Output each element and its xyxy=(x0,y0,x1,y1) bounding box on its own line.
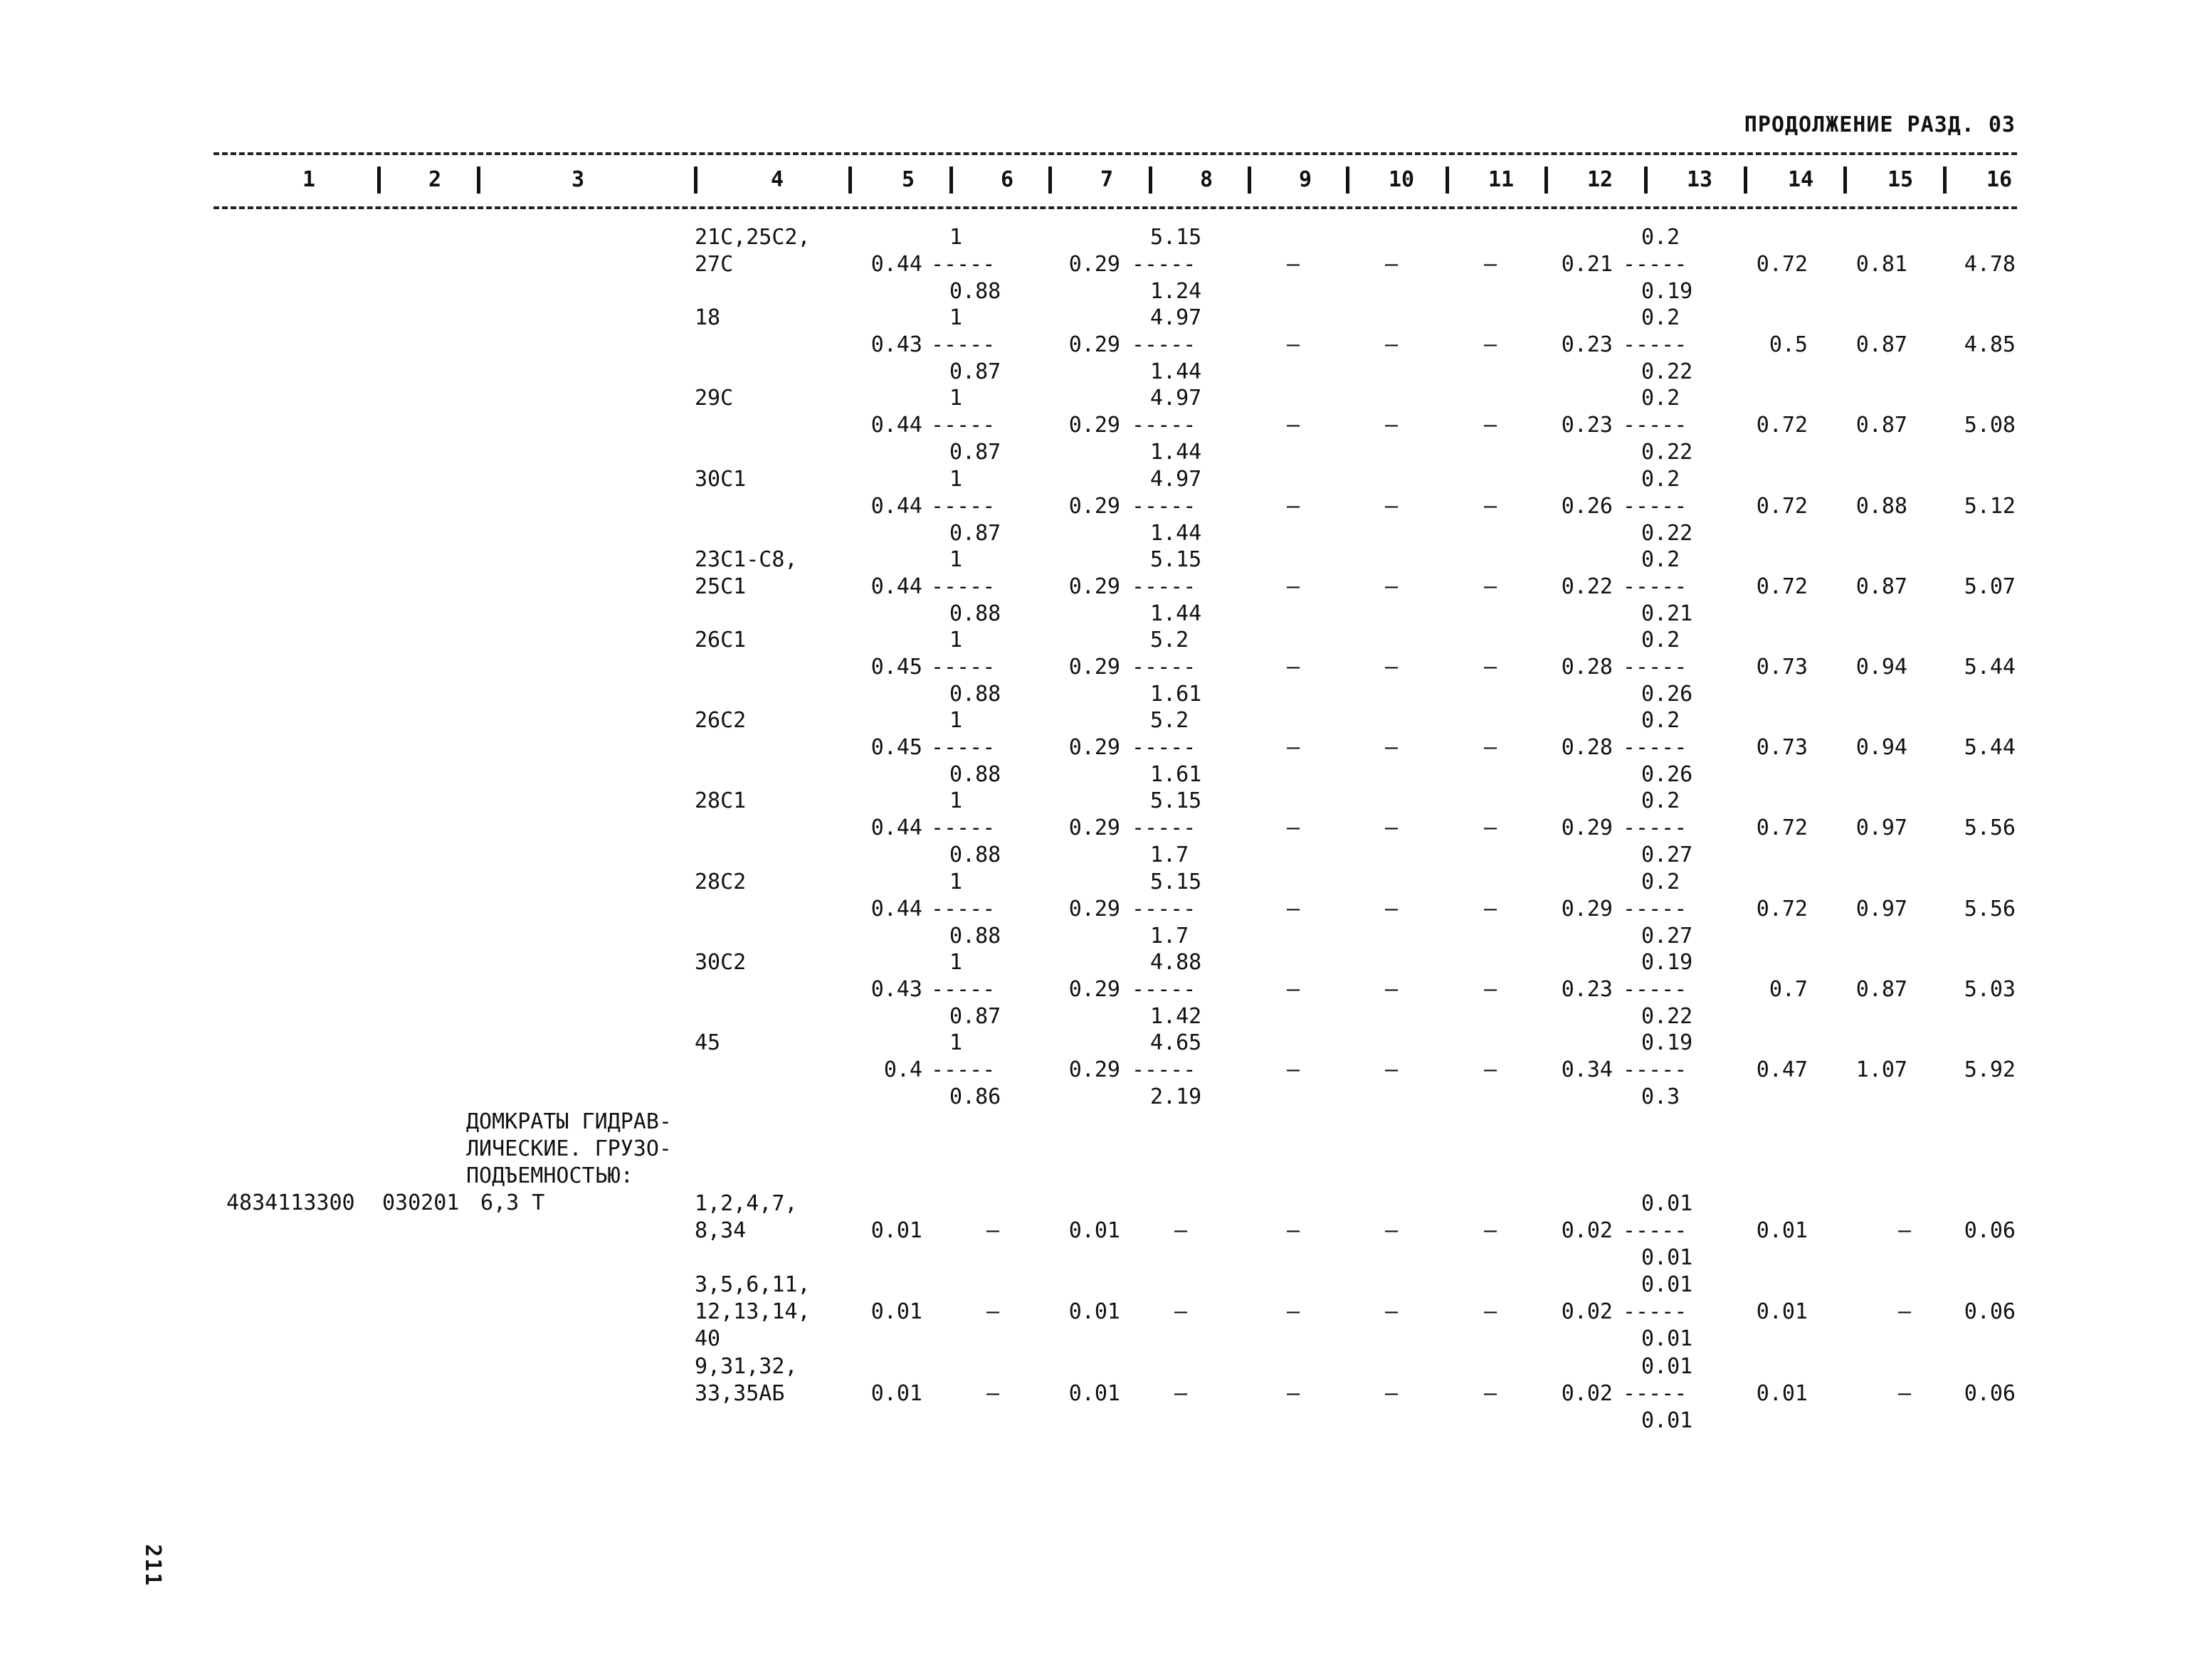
row-label: 28С1 xyxy=(695,788,747,814)
c13-denominator: 0.01 xyxy=(1641,1245,1693,1270)
row-label: 45 xyxy=(695,1030,721,1055)
c13-denominator: 0.22 xyxy=(1641,440,1693,465)
c6-numerator: 1 xyxy=(949,466,963,492)
c6-numerator: 1 xyxy=(949,949,963,975)
cell-c10: – xyxy=(1385,655,1399,680)
cell-col5: 0.44 xyxy=(870,493,922,519)
c6-fraction-bar: ----- xyxy=(931,1057,996,1082)
cell-col5: 0.4 xyxy=(883,1057,922,1082)
cell-col14: 0.72 xyxy=(1756,413,1808,438)
cell-c11: – xyxy=(1484,1057,1497,1082)
c13-fraction-bar: ----- xyxy=(1623,574,1688,599)
cell-col15: – xyxy=(1898,1299,1912,1324)
c8-fraction-bar: ----- xyxy=(1132,1057,1196,1082)
cell-c9: – xyxy=(1287,574,1300,599)
c6-fraction-bar: ----- xyxy=(931,574,996,599)
c6-fraction-bar: ----- xyxy=(931,493,996,519)
c8-denominator: 1.61 xyxy=(1150,762,1202,788)
item-subcode: 030201 xyxy=(382,1190,460,1215)
cell-c9: – xyxy=(1287,332,1300,358)
cell-col16: 5.03 xyxy=(1964,976,2016,1002)
cell-col12: 0.29 xyxy=(1561,815,1613,841)
c6-numerator: 1 xyxy=(949,225,963,250)
column-header-5: 5 xyxy=(902,167,915,192)
c13-fraction-bar: ----- xyxy=(1623,655,1688,680)
cell-col15: 0.87 xyxy=(1855,976,1907,1002)
c6-numerator: 1 xyxy=(949,628,963,653)
cell-c10: – xyxy=(1385,735,1399,761)
c8-numerator: 5.15 xyxy=(1150,869,1202,894)
c8-denominator: 1.24 xyxy=(1150,279,1202,304)
cell-col7: 0.29 xyxy=(1068,493,1120,519)
row-label: 12,13,14, xyxy=(695,1299,811,1324)
cell-col15: – xyxy=(1898,1218,1912,1243)
c13-fraction-bar: ----- xyxy=(1623,1299,1688,1324)
c6-numerator: 1 xyxy=(949,1030,963,1055)
c8-numerator: 5.2 xyxy=(1150,708,1189,734)
cell-c11: – xyxy=(1484,896,1497,921)
cell-col12: 0.02 xyxy=(1561,1381,1613,1406)
c13-denominator: 0.3 xyxy=(1641,1084,1680,1109)
column-header-11: 11 xyxy=(1488,167,1515,192)
cell-col12: 0.28 xyxy=(1561,655,1613,680)
c6-denominator: 0.88 xyxy=(949,601,1001,626)
c8-denominator: 1.7 xyxy=(1150,923,1189,949)
cell-c11: – xyxy=(1484,1218,1497,1243)
c6-denominator: 0.86 xyxy=(949,1084,1001,1109)
cell-col12: 0.02 xyxy=(1561,1299,1613,1324)
cell-col5: 0.01 xyxy=(870,1218,922,1243)
c6-numerator: 1 xyxy=(949,788,963,814)
column-header-1: 1 xyxy=(302,167,316,192)
c8-fraction-bar: ----- xyxy=(1132,896,1196,921)
row-label: 23С1-С8, xyxy=(695,546,798,572)
row-label: 1,2,4,7, xyxy=(695,1191,798,1216)
c13-numerator: 0.2 xyxy=(1641,466,1680,492)
c6-denominator: 0.87 xyxy=(949,440,1001,465)
c8-fraction-bar: ----- xyxy=(1132,976,1196,1002)
cell-col16: 5.56 xyxy=(1964,815,2016,841)
c8-fraction-bar: ----- xyxy=(1132,815,1196,841)
c13-fraction-bar: ----- xyxy=(1623,1057,1688,1082)
cell-c11: – xyxy=(1484,815,1497,841)
c8-fraction-bar: ----- xyxy=(1132,332,1196,358)
c8-denominator: 1.44 xyxy=(1150,601,1202,626)
c8-fraction-bar: ----- xyxy=(1132,574,1196,599)
cell-col16: 4.85 xyxy=(1964,332,2016,358)
cell-c10: – xyxy=(1385,1299,1399,1324)
row-label: 25С1 xyxy=(695,574,747,599)
c13-numerator: 0.01 xyxy=(1641,1272,1693,1297)
cell-c10: – xyxy=(1385,252,1399,277)
row-label: 27С xyxy=(695,252,734,277)
cell-col16: 5.44 xyxy=(1964,655,2016,680)
cell-c11: – xyxy=(1484,493,1497,519)
cell-col16: 5.56 xyxy=(1964,896,2016,921)
cell-col7: 0.29 xyxy=(1068,655,1120,680)
c6-denominator: 0.87 xyxy=(949,1003,1001,1029)
cell-col7: 0.29 xyxy=(1068,976,1120,1002)
row-label: 29С xyxy=(695,386,734,411)
column-header-12: 12 xyxy=(1587,167,1613,192)
c13-denominator: 0.22 xyxy=(1641,1003,1693,1029)
c13-denominator: 0.22 xyxy=(1641,520,1693,546)
cell-c10: – xyxy=(1385,332,1399,358)
cell-col14: 0.73 xyxy=(1756,655,1808,680)
cell-c9: – xyxy=(1287,493,1300,519)
cell-c11: – xyxy=(1484,655,1497,680)
cell-c11: – xyxy=(1484,574,1497,599)
c8-denominator: 1.61 xyxy=(1150,682,1202,707)
cell-col14: 0.01 xyxy=(1756,1381,1808,1406)
cell-col7: 0.29 xyxy=(1068,735,1120,761)
c6-numerator: 1 xyxy=(949,708,963,734)
c13-fraction-bar: ----- xyxy=(1623,1218,1688,1243)
c6-denominator: 0.88 xyxy=(949,682,1001,707)
c8-fraction-bar: ----- xyxy=(1132,252,1196,277)
c13-denominator: 0.27 xyxy=(1641,842,1693,868)
cell-col14: 0.72 xyxy=(1756,896,1808,921)
cell-col5: 0.44 xyxy=(870,574,922,599)
row-label: 40 xyxy=(695,1326,721,1351)
c13-fraction-bar: ----- xyxy=(1623,976,1688,1002)
cell-col16: 5.92 xyxy=(1964,1057,2016,1082)
cell-c10: – xyxy=(1385,1218,1399,1243)
c13-numerator: 0.19 xyxy=(1641,1030,1693,1055)
cell-c10: – xyxy=(1385,896,1399,921)
c13-numerator: 0.2 xyxy=(1641,788,1680,814)
cell-col14: 0.73 xyxy=(1756,735,1808,761)
c13-fraction-bar: ----- xyxy=(1623,252,1688,277)
cell-col14: 0.01 xyxy=(1756,1299,1808,1324)
c13-denominator: 0.01 xyxy=(1641,1326,1693,1351)
cell-col14: 0.72 xyxy=(1756,815,1808,841)
c13-fraction-bar: ----- xyxy=(1623,332,1688,358)
column-header-16: 16 xyxy=(1986,167,2013,192)
c13-denominator: 0.26 xyxy=(1641,762,1693,788)
c6-fraction-bar: ----- xyxy=(931,332,996,358)
page-header: ПРОДОЛЖЕНИЕ РАЗД. 03 xyxy=(1744,112,2016,137)
row-label: 26С2 xyxy=(695,708,747,734)
row-label: 3,5,6,11, xyxy=(695,1272,811,1297)
column-header-3: 3 xyxy=(572,167,585,192)
cell-c9: – xyxy=(1287,252,1300,277)
c13-fraction-bar: ----- xyxy=(1623,735,1688,761)
cell-col15: 0.94 xyxy=(1855,655,1907,680)
c6-fraction-bar: ----- xyxy=(931,815,996,841)
cell-col12: 0.23 xyxy=(1561,976,1613,1002)
cell-c9: – xyxy=(1287,1057,1300,1082)
cell-col14: 0.5 xyxy=(1769,332,1808,358)
c8-numerator: 4.65 xyxy=(1150,1030,1202,1055)
c8-numerator: 5.15 xyxy=(1150,788,1202,814)
cell-c9: – xyxy=(1287,735,1300,761)
c6-denominator: 0.87 xyxy=(949,359,1001,385)
cell-col7: 0.01 xyxy=(1068,1218,1120,1243)
cell-col16: 0.06 xyxy=(1964,1381,2016,1406)
cell-c11: – xyxy=(1484,252,1497,277)
row-label: 33,35АБ xyxy=(695,1381,785,1406)
c13-fraction-bar: ----- xyxy=(1623,493,1688,519)
c13-numerator: 0.01 xyxy=(1641,1191,1693,1216)
cell-col15: 0.87 xyxy=(1855,332,1907,358)
cell-c11: – xyxy=(1484,1381,1497,1406)
cell-col5: 0.44 xyxy=(870,413,922,438)
c8-numerator: 5.15 xyxy=(1150,546,1202,572)
cell-col7: 0.01 xyxy=(1068,1299,1120,1324)
c13-denominator: 0.26 xyxy=(1641,682,1693,707)
cell-col6: – xyxy=(986,1218,1000,1243)
c13-fraction-bar: ----- xyxy=(1623,1381,1688,1406)
cell-col12: 0.28 xyxy=(1561,735,1613,761)
cell-col15: 0.94 xyxy=(1855,735,1907,761)
c6-numerator: 1 xyxy=(949,305,963,331)
c6-numerator: 1 xyxy=(949,546,963,572)
row-label: 18 xyxy=(695,305,721,331)
item-code: 4834113300 xyxy=(226,1190,355,1215)
column-header-8: 8 xyxy=(1200,167,1213,192)
cell-col7: 0.29 xyxy=(1068,252,1120,277)
c6-fraction-bar: ----- xyxy=(931,413,996,438)
cell-col12: 0.26 xyxy=(1561,493,1613,519)
row-label: 30С2 xyxy=(695,949,747,975)
cell-c10: – xyxy=(1385,815,1399,841)
cell-c11: – xyxy=(1484,1299,1497,1324)
c8-numerator: 5.2 xyxy=(1150,628,1189,653)
section-title-line: ДОМКРАТЫ ГИДРАВ- xyxy=(466,1109,672,1134)
cell-col7: 0.29 xyxy=(1068,896,1120,921)
cell-col14: 0.7 xyxy=(1769,976,1808,1002)
cell-col5: 0.45 xyxy=(870,735,922,761)
c8-numerator: 4.97 xyxy=(1150,305,1202,331)
c13-fraction-bar: ----- xyxy=(1623,413,1688,438)
row-label: 21С,25С2, xyxy=(695,225,811,250)
cell-col12: 0.22 xyxy=(1561,574,1613,599)
cell-col15: 0.97 xyxy=(1855,896,1907,921)
cell-c9: – xyxy=(1287,815,1300,841)
page-number: 211 xyxy=(140,1544,165,1587)
cell-col12: 0.21 xyxy=(1561,252,1613,277)
cell-col6: – xyxy=(986,1381,1000,1406)
cell-col7: 0.01 xyxy=(1068,1381,1120,1406)
cell-col14: 0.01 xyxy=(1756,1218,1808,1243)
cell-col12: 0.02 xyxy=(1561,1218,1613,1243)
c13-denominator: 0.01 xyxy=(1641,1408,1693,1433)
cell-col7: 0.29 xyxy=(1068,574,1120,599)
cell-col5: 0.44 xyxy=(870,896,922,921)
cell-c10: – xyxy=(1385,493,1399,519)
c6-fraction-bar: ----- xyxy=(931,252,996,277)
cell-col15: 0.88 xyxy=(1855,493,1907,519)
cell-c11: – xyxy=(1484,735,1497,761)
column-header-9: 9 xyxy=(1299,167,1312,192)
c8-denominator: 1.44 xyxy=(1150,520,1202,546)
cell-col14: 0.72 xyxy=(1756,574,1808,599)
cell-c10: – xyxy=(1385,1057,1399,1082)
c13-numerator: 0.2 xyxy=(1641,869,1680,894)
cell-col16: 5.44 xyxy=(1964,735,2016,761)
c13-numerator: 0.01 xyxy=(1641,1354,1693,1379)
c8-denominator: 1.44 xyxy=(1150,359,1202,385)
cell-col16: 5.08 xyxy=(1964,413,2016,438)
c8-numerator: 4.88 xyxy=(1150,949,1202,975)
cell-col14: 0.47 xyxy=(1756,1057,1808,1082)
c13-fraction-bar: ----- xyxy=(1623,896,1688,921)
column-header-6: 6 xyxy=(1001,167,1014,192)
c8-denominator: 1.42 xyxy=(1150,1003,1202,1029)
row-label: 28С2 xyxy=(695,869,747,894)
c8-denominator: 1.7 xyxy=(1150,842,1189,868)
row-label: 26С1 xyxy=(695,628,747,653)
c8-denominator: 1.44 xyxy=(1150,440,1202,465)
c13-denominator: 0.19 xyxy=(1641,279,1693,304)
cell-c10: – xyxy=(1385,574,1399,599)
cell-c9: – xyxy=(1287,1218,1300,1243)
cell-col8: – xyxy=(1174,1299,1188,1324)
cell-col6: – xyxy=(986,1299,1000,1324)
c8-numerator: 5.15 xyxy=(1150,225,1202,250)
c8-fraction-bar: ----- xyxy=(1132,735,1196,761)
cell-col5: 0.01 xyxy=(870,1299,922,1324)
c13-denominator: 0.22 xyxy=(1641,359,1693,385)
c8-fraction-bar: ----- xyxy=(1132,493,1196,519)
cell-col15: 0.97 xyxy=(1855,815,1907,841)
cell-col5: 0.43 xyxy=(870,332,922,358)
cell-col16: 0.06 xyxy=(1964,1218,2016,1243)
cell-c9: – xyxy=(1287,1299,1300,1324)
cell-c11: – xyxy=(1484,976,1497,1002)
c8-denominator: 2.19 xyxy=(1150,1084,1202,1109)
cell-c10: – xyxy=(1385,413,1399,438)
c6-fraction-bar: ----- xyxy=(931,976,996,1002)
c13-numerator: 0.2 xyxy=(1641,305,1680,331)
c13-numerator: 0.2 xyxy=(1641,225,1680,250)
c6-denominator: 0.88 xyxy=(949,762,1001,788)
c6-denominator: 0.88 xyxy=(949,923,1001,949)
cell-col15: 0.87 xyxy=(1855,574,1907,599)
cell-col7: 0.29 xyxy=(1068,1057,1120,1082)
c13-numerator: 0.19 xyxy=(1641,949,1693,975)
cell-c9: – xyxy=(1287,413,1300,438)
item-capacity: 6,3 Т xyxy=(480,1190,545,1215)
cell-c9: – xyxy=(1287,976,1300,1002)
cell-col5: 0.01 xyxy=(870,1381,922,1406)
c8-fraction-bar: ----- xyxy=(1132,655,1196,680)
c8-numerator: 4.97 xyxy=(1150,466,1202,492)
cell-col7: 0.29 xyxy=(1068,332,1120,358)
cell-col8: – xyxy=(1174,1218,1188,1243)
cell-col7: 0.29 xyxy=(1068,413,1120,438)
cell-col15: 1.07 xyxy=(1855,1057,1907,1082)
column-header-10: 10 xyxy=(1389,167,1415,192)
cell-col16: 4.78 xyxy=(1964,252,2016,277)
column-header-14: 14 xyxy=(1788,167,1814,192)
column-header-13: 13 xyxy=(1687,167,1713,192)
c6-fraction-bar: ----- xyxy=(931,655,996,680)
cell-c9: – xyxy=(1287,1381,1300,1406)
cell-col15: 0.87 xyxy=(1855,413,1907,438)
cell-col14: 0.72 xyxy=(1756,252,1808,277)
c13-denominator: 0.21 xyxy=(1641,601,1693,626)
column-header-15: 15 xyxy=(1887,167,1914,192)
row-label: 9,31,32, xyxy=(695,1354,798,1379)
cell-c11: – xyxy=(1484,413,1497,438)
cell-col15: – xyxy=(1898,1381,1912,1406)
column-header-2: 2 xyxy=(428,167,442,192)
cell-c9: – xyxy=(1287,655,1300,680)
cell-c11: – xyxy=(1484,332,1497,358)
cell-col16: 5.12 xyxy=(1964,493,2016,519)
c6-denominator: 0.88 xyxy=(949,842,1001,868)
cell-col7: 0.29 xyxy=(1068,815,1120,841)
cell-col5: 0.45 xyxy=(870,655,922,680)
column-header-4: 4 xyxy=(771,167,784,192)
cell-col12: 0.34 xyxy=(1561,1057,1613,1082)
cell-col8: – xyxy=(1174,1381,1188,1406)
column-header-7: 7 xyxy=(1100,167,1114,192)
c6-fraction-bar: ----- xyxy=(931,735,996,761)
row-label: 8,34 xyxy=(695,1218,747,1243)
cell-col12: 0.29 xyxy=(1561,896,1613,921)
c13-numerator: 0.2 xyxy=(1641,628,1680,653)
c8-fraction-bar: ----- xyxy=(1132,413,1196,438)
cell-col12: 0.23 xyxy=(1561,332,1613,358)
section-title-line: ЛИЧЕСКИЕ. ГРУЗО- xyxy=(466,1136,672,1161)
c6-fraction-bar: ----- xyxy=(931,896,996,921)
cell-col16: 5.07 xyxy=(1964,574,2016,599)
cell-col5: 0.43 xyxy=(870,976,922,1002)
c13-denominator: 0.27 xyxy=(1641,923,1693,949)
c6-denominator: 0.88 xyxy=(949,279,1001,304)
c13-numerator: 0.2 xyxy=(1641,546,1680,572)
c6-numerator: 1 xyxy=(949,386,963,411)
cell-c10: – xyxy=(1385,1381,1399,1406)
cell-col15: 0.81 xyxy=(1855,252,1907,277)
cell-col14: 0.72 xyxy=(1756,493,1808,519)
cell-col16: 0.06 xyxy=(1964,1299,2016,1324)
c13-fraction-bar: ----- xyxy=(1623,815,1688,841)
c6-denominator: 0.87 xyxy=(949,520,1001,546)
c13-numerator: 0.2 xyxy=(1641,386,1680,411)
c13-numerator: 0.2 xyxy=(1641,708,1680,734)
section-title-line: ПОДЪЕМНОСТЬЮ: xyxy=(466,1163,633,1188)
cell-col12: 0.23 xyxy=(1561,413,1613,438)
cell-col5: 0.44 xyxy=(870,815,922,841)
cell-col5: 0.44 xyxy=(870,252,922,277)
c6-numerator: 1 xyxy=(949,869,963,894)
row-label: 30С1 xyxy=(695,466,747,492)
c8-numerator: 4.97 xyxy=(1150,386,1202,411)
cell-c9: – xyxy=(1287,896,1300,921)
cell-c10: – xyxy=(1385,976,1399,1002)
